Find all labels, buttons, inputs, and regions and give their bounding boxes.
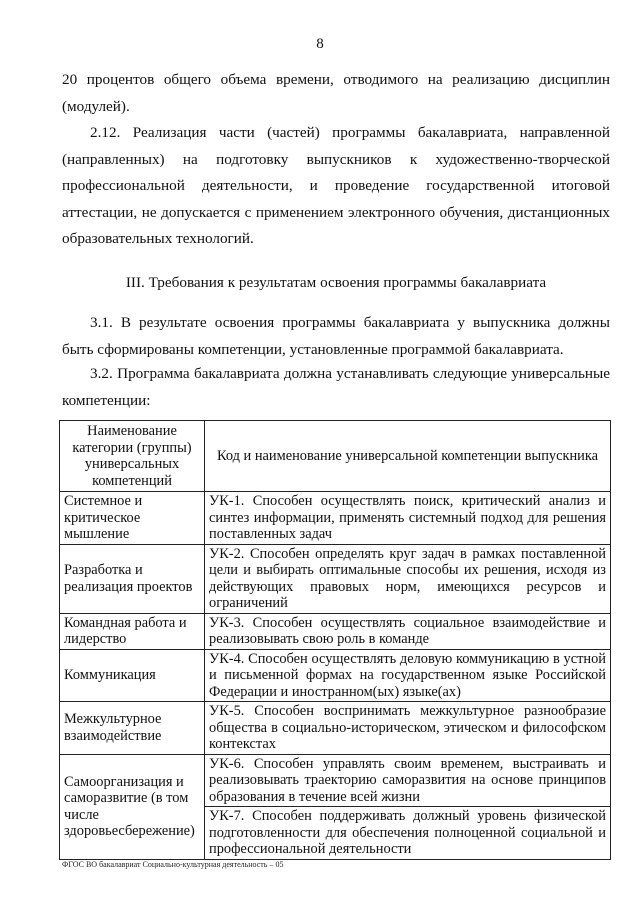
table-row bbox=[60, 702, 611, 755]
table-row bbox=[60, 754, 611, 807]
competence-cell: УК-5. Способен воспринимать межкультурное разнообразие общества в социально-историческом, этическом и философском контекстах bbox=[205, 702, 611, 755]
category-cell: Коммуникация bbox=[60, 649, 205, 702]
paragraph-text: 2.12. Реализация части (частей) программы бакалавриата, направленной (направленных) на подготовку выпускников к художественно-творческой профессиональной деятельности, и проведение государственной итоговой аттестации, не допускается с применением электронного обучения, дистанционных образовательных технологий. bbox=[62, 124, 610, 247]
paragraph-2-12 bbox=[62, 120, 610, 253]
category-cell: Межкультурное взаимодействие bbox=[60, 702, 205, 755]
header-category: Наименование категории (группы) универсальных компетенций bbox=[60, 421, 205, 492]
page-number: 8 bbox=[316, 36, 324, 52]
header-competence: Код и наименование универсальной компетенции выпускника bbox=[205, 421, 611, 492]
paragraph-text: 3.1. В результате освоения программы бакалавриата у выпускника должны быть сформированы компетенции, установленные программой бакалавриата. bbox=[62, 314, 610, 358]
paragraph-3-1 bbox=[62, 310, 610, 363]
paragraph-line: (модулей). bbox=[62, 97, 130, 115]
paragraph-3-2 bbox=[62, 361, 610, 414]
table-row bbox=[60, 492, 611, 545]
competence-cell: УК-7. Способен поддерживать должный уровень физической подготовленности для обеспечения полноценной социальной и профессиональной деятельности bbox=[205, 807, 611, 860]
competence-cell: УК-6. Способен управлять своим временем, выстраивать и реализовывать траекторию саморазвития на основе принципов образования в течение всей жизни bbox=[205, 754, 611, 807]
section-heading: III. Требования к результатам освоения программы бакалавриата bbox=[125, 274, 547, 291]
category-cell: Самоорганизация и саморазвитие (в том числе здоровьесбережение) bbox=[60, 754, 205, 859]
competence-cell: УК-4. Способен осуществлять деловую коммуникацию в устной и письменной формах на государственном языке Российской Федерации и иностранном(ых) языке(ах) bbox=[205, 649, 611, 702]
category-cell: Разработка и реализация проектов bbox=[60, 544, 205, 613]
document-footer: ФГОС ВО бакалавриат Социально-культурная деятельность – 05 bbox=[62, 860, 284, 869]
category-cell: Системное и критическое мышление bbox=[60, 492, 205, 545]
competence-cell: УК-1. Способен осуществлять поиск, критический анализ и синтез информации, применять системный подход для решения поставленных задач bbox=[205, 492, 611, 545]
paragraph-continuation bbox=[62, 67, 610, 120]
table-row bbox=[60, 613, 611, 649]
competence-cell: УК-2. Способен определять круг задач в рамках поставленной цели и выбирать оптимальные способы их решения, исходя из действующих правовых норм, имеющихся ресурсов и ограничений bbox=[205, 544, 611, 613]
table-row bbox=[60, 544, 611, 613]
paragraph-text: 3.2. Программа бакалавриата должна устанавливать следующие универсальные компетенции: bbox=[62, 365, 610, 409]
paragraph-line: 20 процентов общего объема времени, отводимого на реализацию дисциплин bbox=[62, 71, 610, 88]
category-cell: Командная работа и лидерство bbox=[60, 613, 205, 649]
competencies-table bbox=[59, 420, 611, 860]
table-header-row bbox=[60, 421, 611, 492]
competence-cell: УК-3. Способен осуществлять социальное взаимодействие и реализовывать свою роль в команде bbox=[205, 613, 611, 649]
table-row bbox=[60, 649, 611, 702]
